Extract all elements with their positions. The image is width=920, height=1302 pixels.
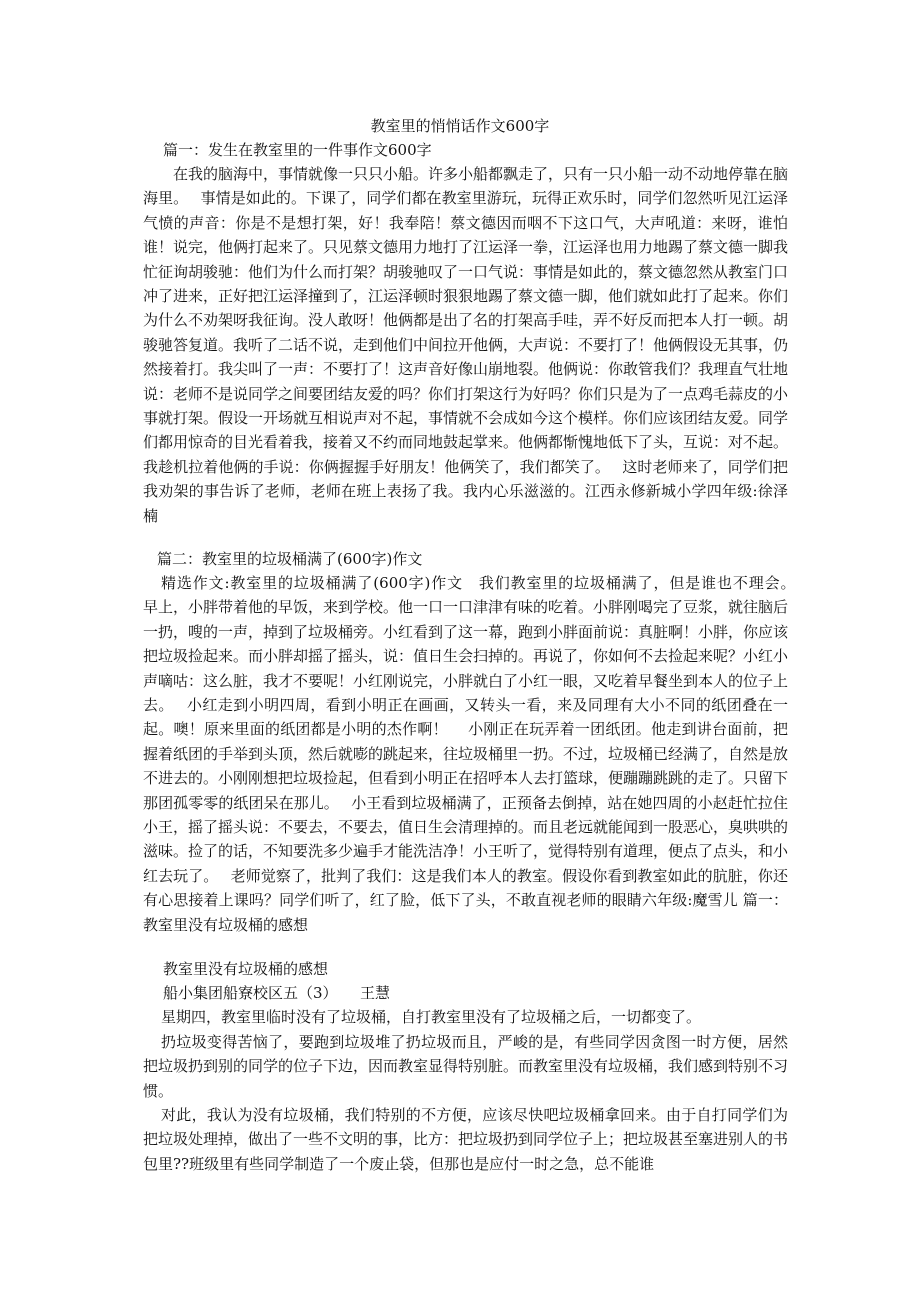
essay-1-heading: 篇一：发生在教室里的一件事作文600字 <box>163 141 432 159</box>
essay-3-paragraph: 星期四，教室里临时没有了垃圾桶，自打教室里没有了垃圾桶之后，一切都变了。 <box>161 1008 702 1026</box>
essay-3-byline: 船小集团船寮校区五（3） 王慧 <box>163 984 391 1002</box>
essay-3-paragraph: 扔垃圾变得苦恼了，要跑到垃圾堆了扔垃圾而且，严峻的是，有些同学因贪图一时方便，居然把垃圾扔到别的同学的位子下边，因而教室显得特别脏。而教室里没有垃圾桶，我们感到特别不习惯。 <box>143 1033 789 1100</box>
essay-1-body: 在我的脑海中，事情就像一只只小船。许多小船都飘走了，只有一只小船一动不动地停靠在脑海里。 事情是如此的。下课了，同学们都在教室里游玩，玩得正欢乐时，同学们忽然听见江运泽气愤的声音：你是不是想打架，好！我奉陪！蔡文德因而咽不下这口气，大声吼道：来呀，谁怕谁！说完，他俩打起来了。只见蔡文德用力地打了江运泽一拳，江运泽也用力地踢了蔡文德一脚我忙征询胡骏驰：他们为什么而打架？胡骏驰叹了一口气说：事情是如此的，蔡文德忽然从教室门口冲了进来，正好把江运泽撞到了，江运泽顿时狠狠地踢了蔡文德一脚，他们就如此打了起来。你们为什么不劝架呀我征询。没人敢呀！他俩都是出了名的打架高手哇，弄不好反而把本人打一顿。胡骏驰答复道。我听了二话不说，走到他们中间拉开他俩，大声说：不要打了！他俩假设无其事，仍然接着打。我尖叫了一声：不要打了！这声音好像山崩地裂。他俩说：你敢管我们？我理直气壮地说：老师不是说同学之间要团结友爱的吗？你们打架这行为好吗？你们只是为了一点鸡毛蒜皮的小事就打架。假设一开场就互相说声对不起，事情就不会成如今这个模样。你们应该团结友爱。同学们都用惊奇的目光看着我，接着又不约而同地鼓起掌来。他俩都惭愧地低下了头，互说：对不起。我趁机拉着他俩的手说：你俩握握手好朋友！他俩笑了，我们都笑了。 这时老师来了，同学们把我劝架的事告诉了老师，老师在班上表扬了我。我内心乐滋滋的。江西永修新城小学四年级:徐泽楠 <box>143 165 789 525</box>
essay-3-paragraph: 对此，我认为没有垃圾桶，我们特别的不方便，应该尽快吧垃圾桶拿回来。由于自打同学们为把垃圾处理掉，做出了一些不文明的事，比方：把垃圾扔到同学位子上；把垃圾甚至塞进别人的书包里??班级里有些同学制造了一个废止袋，但那也是应付一时之急，总不能谁 <box>143 1106 789 1173</box>
document-title: 教室里的悄悄话作文600字 <box>370 117 550 135</box>
essay-2-body: 精选作文:教室里的垃圾桶满了(600字)作文 我们教室里的垃圾桶满了，但是谁也不理会。 早上，小胖带着他的早饭，来到学校。他一口一口津津有味的吃着。小胖刚喝完了豆浆，就往脑后一扔，嗖的一声，掉到了垃圾桶旁。小红看到了这一幕，跑到小胖面前说：真脏啊！小胖，你应该把垃圾捡起来。而小胖却摇了摇头，说：值日生会扫掉的。再说了，你如何不去捡起来呢？小红小声嘀咕：这么脏，我才不要呢！小红刚说完，小胖就白了小红一眼，又吃着早餐坐到本人的位子上去。 小红走到小明四周，看到小明正在画画，又转头一看，来及同理有大小不同的纸团叠在一起。噢！原来里面的纸团都是小明的杰作啊！ 小刚正在玩弄着一团纸团。他走到讲台面前，把握着纸团的手举到头顶，然后就嘭的跳起来，往垃圾桶里一扔。不过，垃圾桶已经满了，自然是放不进去的。小刚刚想把垃圾捡起，但看到小明正在招呼本人去打篮球，便蹦蹦跳跳的走了。只留下那团孤零零的纸团呆在那儿。 小王看到垃圾桶满了，正预备去倒掉，站在她四周的小赵赶忙拉住小王，摇了摇头说：不要去，不要去，值日生会清理掉的。而且老远就能闻到一股恶心，臭哄哄的滋味。捡了的话，不知要洗多少遍手才能洗洁净！小王听了，觉得特别有道理，便点了点头，和小红去玩了。 老师觉察了，批判了我们：这是我们本人的教室。假设你看到教室如此的肮脏，你还有心思接着上课吗？同学们听了，红了脸，低下了头，不敢直视老师的眼睛六年级:魔雪儿 篇一：教室里没有垃圾桶的感想 <box>143 574 808 934</box>
essay-3-title: 教室里没有垃圾桶的感想 <box>163 960 329 978</box>
essay-2-heading: 篇二：教室里的垃圾桶满了(600字)作文 <box>157 550 423 568</box>
